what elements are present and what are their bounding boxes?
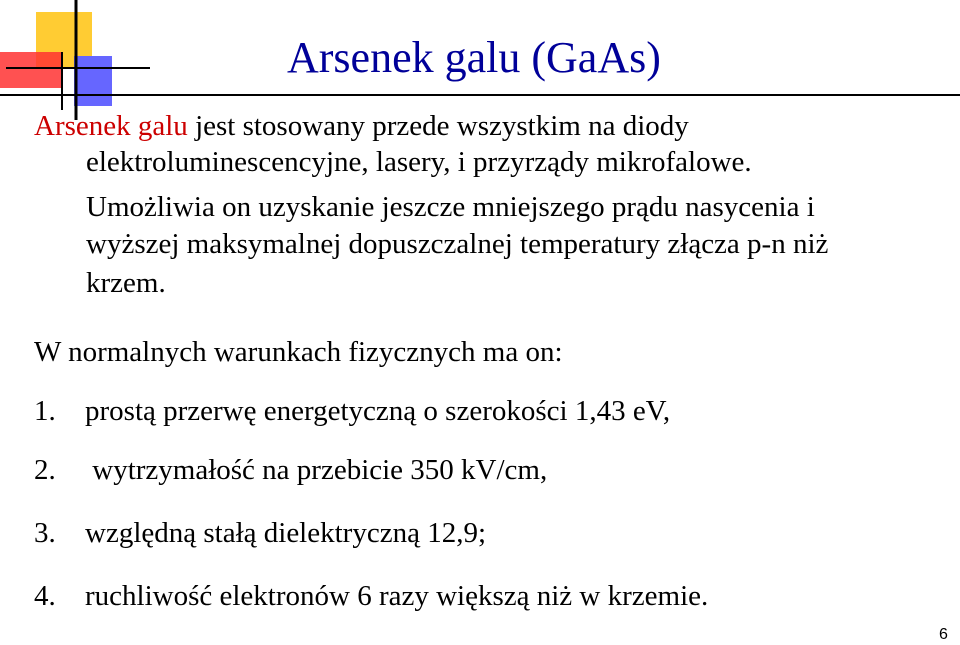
intro-line-1-text: jest stosowany przede wszystkim na diody xyxy=(187,110,689,142)
page-number: 6 xyxy=(939,626,948,643)
intro-line-2: elektroluminescencyjne, lasery, i przyrządy mikrofalowe. xyxy=(86,146,752,178)
list-item-number: 4. xyxy=(34,580,56,612)
deco-blue-block xyxy=(74,56,112,106)
list-item xyxy=(34,453,547,487)
list-item xyxy=(34,394,670,428)
title-divider xyxy=(0,94,960,96)
list-item-text: wytrzymałość na przebicie 350 kV/cm, xyxy=(85,454,548,486)
intro-line-4: wyższej maksymalnej dopuszczalnej temperatury złącza p-n niż xyxy=(86,228,829,260)
intro-line-5: krzem. xyxy=(86,267,166,299)
list-item-text: ruchliwość elektronów 6 razy większą niż w krzemie. xyxy=(85,580,709,612)
intro-line-3: Umożliwia on uzyskanie jeszcze mniejszego prądu nasycenia i xyxy=(86,191,815,223)
intro-line-1 xyxy=(34,109,689,143)
deco-red-block xyxy=(0,52,62,88)
list-item-number: 1. xyxy=(34,395,56,427)
list-item-text: prostą przerwę energetyczną o szerokości 1,43 eV, xyxy=(85,395,671,427)
slide-title: Arsenek galu (GaAs) xyxy=(287,33,661,82)
list-item xyxy=(34,579,708,613)
conditions-lead: W normalnych warunkach fizycznych ma on: xyxy=(34,336,563,368)
intro-highlight: Arsenek galu xyxy=(34,110,188,142)
list-item-number: 3. xyxy=(34,517,56,549)
list-item xyxy=(34,516,486,550)
corner-decoration-icon xyxy=(0,0,160,120)
list-item-number: 2. xyxy=(34,454,56,486)
list-item-text: względną stałą dielektryczną 12,9; xyxy=(85,517,487,549)
